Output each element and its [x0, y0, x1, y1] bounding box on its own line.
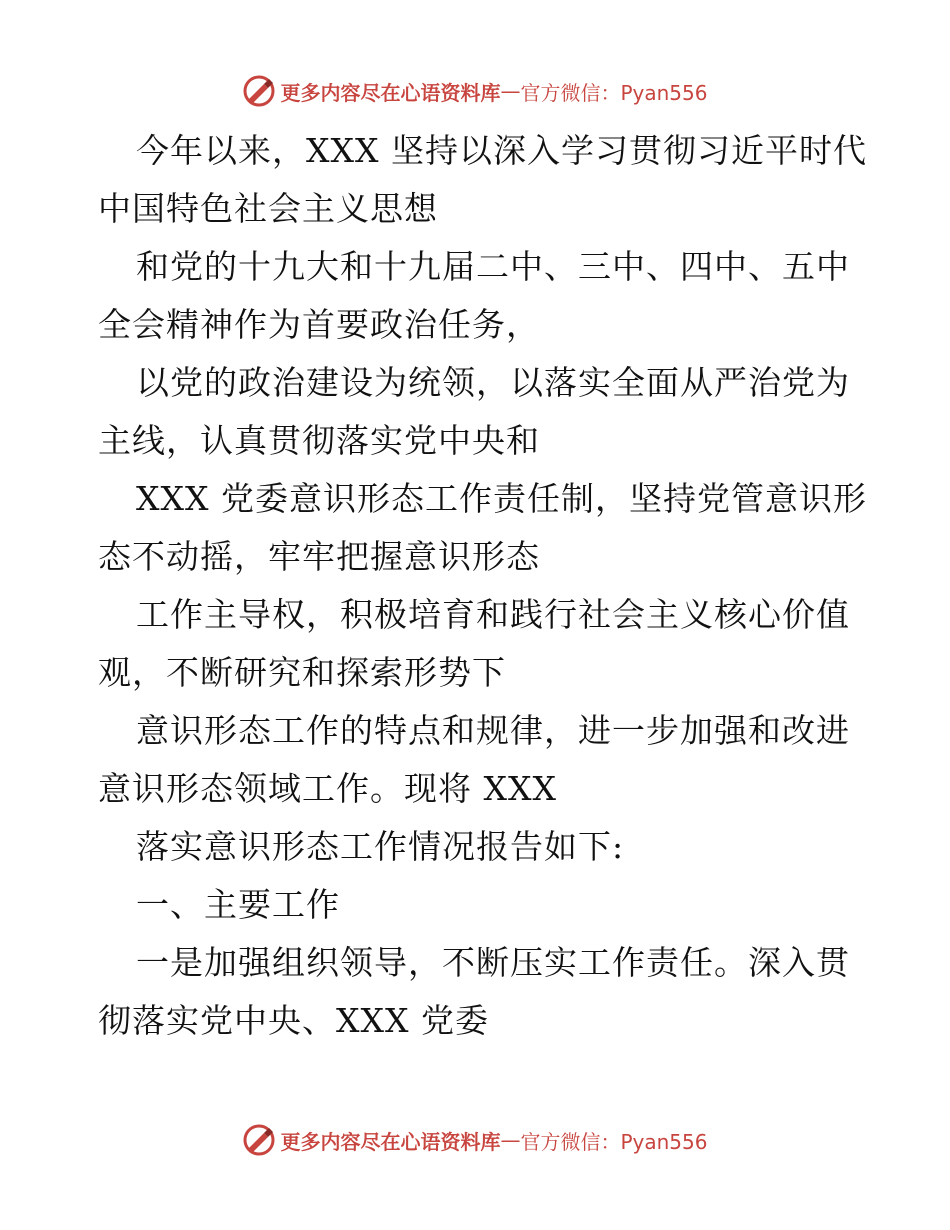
watermark-wechat: 官方微信：Pyan556 [520, 80, 708, 105]
header-watermark [0, 71, 950, 111]
body-line: 意识形态工作的特点和规律，进一步加强和改进 [136, 711, 850, 750]
pen-logo-icon [242, 74, 276, 108]
body-line: 今年以来，XXX 坚持以深入学习贯彻习近平时代 [136, 131, 867, 170]
watermark-text: 更多内容尽在心语资料库 [280, 80, 501, 105]
body-line: 中国特色社会主义思想 [98, 189, 438, 228]
body-line: 一是加强组织领导，不断压实工作责任。深入贯 [136, 943, 850, 982]
body-line: 意识形态领域工作。现将 XXX [98, 769, 557, 808]
body-line: XXX 党委意识形态工作责任制，坚持党管意识形 [136, 479, 867, 518]
body-line: 落实意识形态工作情况报告如下: [136, 827, 625, 866]
body-line: 以党的政治建设为统领，以落实全面从严治党为 [136, 363, 850, 402]
body-line: 和党的十九大和十九届二中、三中、四中、五中 [136, 247, 850, 286]
pen-logo-icon [242, 1123, 276, 1157]
body-line: 彻落实党中央、XXX 党委 [98, 1001, 489, 1040]
watermark-separator: — [500, 1128, 521, 1152]
body-line: 工作主导权，积极培育和践行社会主义核心价值 [136, 595, 850, 634]
body-line: 观，不断研究和探索形势下 [98, 653, 506, 692]
watermark-wechat: 官方微信：Pyan556 [520, 1129, 708, 1154]
footer-watermark [0, 1120, 950, 1160]
body-line: 全会精神作为首要政治任务， [98, 305, 540, 344]
body-line: 态不动摇，牢牢把握意识形态 [98, 537, 540, 576]
watermark-separator: — [500, 79, 521, 103]
document-body [98, 122, 867, 1050]
body-line: 主线，认真贯彻落实党中央和 [98, 421, 540, 460]
watermark-text: 更多内容尽在心语资料库 [280, 1129, 501, 1154]
section-heading: 一、主要工作 [136, 885, 340, 924]
